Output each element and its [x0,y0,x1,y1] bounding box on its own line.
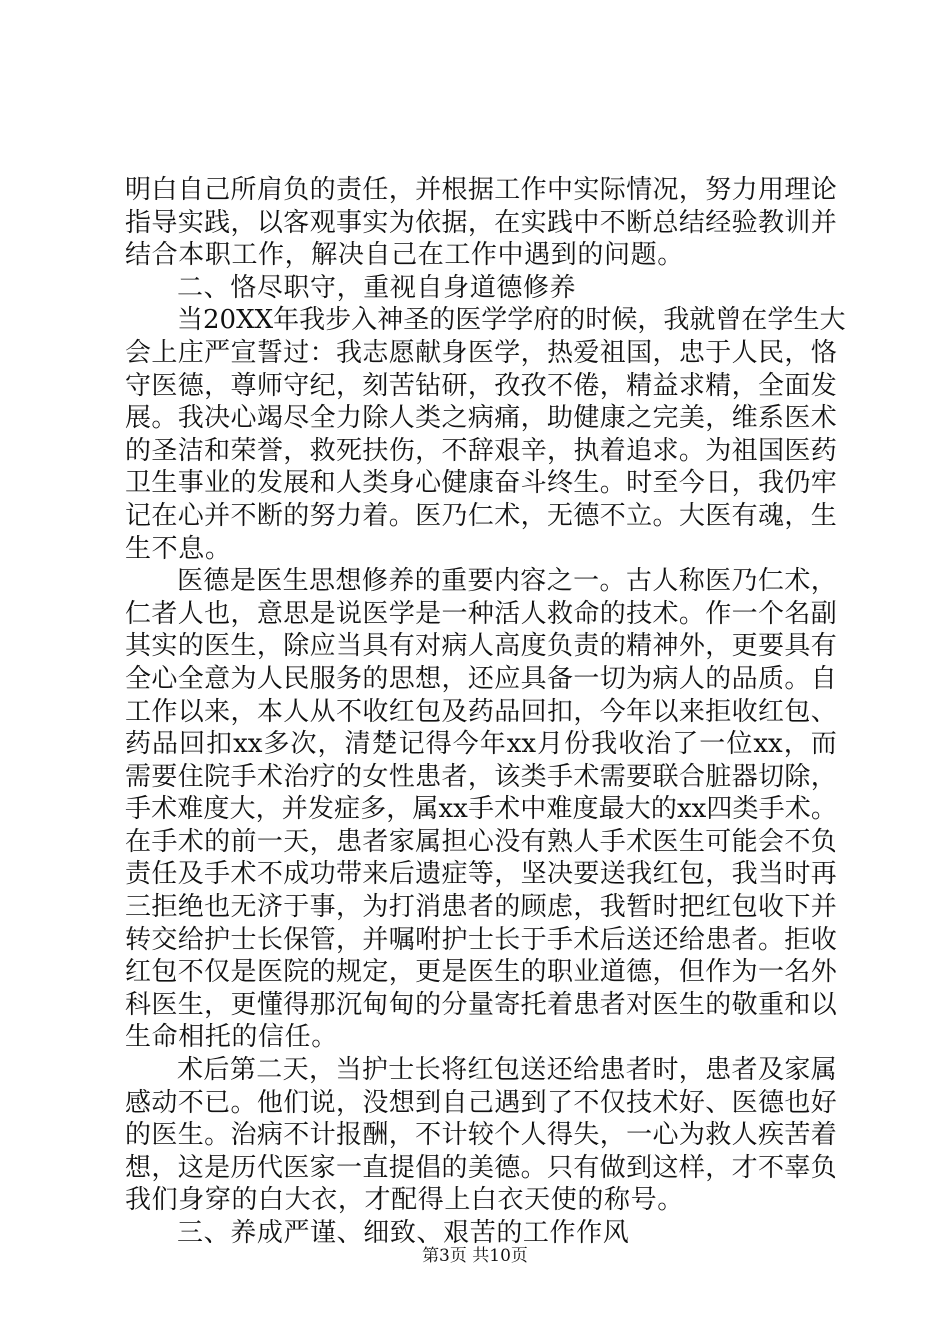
text-line: 当 20XX 年 我 步 入 神 圣 的 医 学 学 府 的 时 候 ， 我 就 曾 在 学 生 大 [177,305,846,336]
text-line: 的 圣 洁 和 荣 誉 ， 救 死 扶 伤 ， 不 辞 艰 辛 ， 执 着 追 求 。 为 祖 国 医 药 [125,435,837,466]
text-line: 指 导 实 践 ， 以 客 观 事 实 为 依 据 ， 在 实 践 中 不 断 总 结 经 验 教 训 并 [125,207,837,238]
text-line: 手 术 难 度 大 ， 并 发 症 多 ， 属 xx 手 术 中 难 度 最 大 的 xx 四 类 手 术 。 [125,794,837,825]
text-line: 二 、 恪 尽 职 守 ， 重 视 自 身 道 德 修 养 [177,272,577,303]
body-text [125,174,846,1250]
text-line: 药 品 回 扣 xx 多 次 ， 清 楚 记 得 今 年 xx 月 份 我 收 治 了 一 位 xx ， 而 [125,729,837,760]
text-line: 在 手 术 的 前 一 天 ， 患 者 家 属 担 心 没 有 熟 人 手 术 医 生 可 能 会 不 负 [125,826,837,857]
text-line: 想 ， 这 是 历 代 医 家 一 直 提 倡 的 美 德 。 只 有 做 到 这 样 ， 才 不 辜 负 [125,1152,837,1183]
text-line: 卫 生 事 业 的 发 展 和 人 类 身 心 健 康 奋 斗 终 生 。 时 至 今 日 ， 我 仍 牢 [125,468,837,499]
text-line: 的 医 生 。 治 病 不 计 报 酬 ， 不 计 较 个 人 得 失 ， 一 心 为 救 人 疾 苦 着 [125,1120,837,1151]
text-line: 生 命 相 托 的 信 任 。 [125,1022,338,1053]
page-footer: 第3页 共10页 [422,1246,528,1266]
text-line: 仁 者 人 也 ， 意 思 是 说 医 学 是 一 种 活 人 救 命 的 技 术 。 作 一 个 名 副 [125,598,837,629]
text-line: 三 拒 绝 也 无 济 于 事 ， 为 打 消 患 者 的 顾 虑 ， 我 暂 时 把 红 包 收 下 并 [125,892,837,923]
text-line: 术 后 第 二 天 ， 当 护 士 长 将 红 包 送 还 给 患 者 时 ， 患 者 及 家 属 [177,1055,837,1086]
text-line: 红 包 不 仅 是 医 院 的 规 定 ， 更 是 医 生 的 职 业 道 德 ， 但 作 为 一 名 外 [125,957,837,988]
text-line: 明 白 自 己 所 肩 负 的 责 任 ， 并 根 据 工 作 中 实 际 情 况 ， 努 力 用 理 论 [125,175,837,205]
text-line: 工 作 以 来 ， 本 人 从 不 收 红 包 及 药 品 回 扣 ， 今 年 以 来 拒 收 红 包 、 [125,696,837,727]
text-line: 科 医 生 ， 更 懂 得 那 沉 甸 甸 的 分 量 寄 托 着 患 者 对 医 生 的 敬 重 和 以 [125,989,837,1020]
text-line: 三 、 养 成 严 谨 、 细 致 、 艰 苦 的 工 作 作 风 [177,1218,630,1248]
text-line: 我 们 身 穿 的 白 大 衣 ， 才 配 得 上 白 衣 天 使 的 称 号 。 [125,1185,684,1216]
text-line: 全 心 全 意 为 人 民 服 务 的 思 想 ， 还 应 具 备 一 切 为 病 人 的 品 质 。 自 [125,663,837,694]
text-line: 转 交 给 护 士 长 保 管 ， 并 嘱 咐 护 士 长 于 手 术 后 送 还 给 患 者 。 拒 收 [125,924,837,955]
text-line: 结 合 本 职 工 作 ， 解 决 自 己 在 工 作 中 遇 到 的 问 题 。 [125,240,684,271]
text-line: 医 德 是 医 生 思 想 修 养 的 重 要 内 容 之 一 。 古 人 称 医 乃 仁 术 ， [177,566,837,597]
text-line: 展 。 我 决 心 竭 尽 全 力 除 人 类 之 病 痛 ， 助 健 康 之 完 美 ， 维 系 医 术 [125,403,837,434]
text-line: 责 任 及 手 术 不 成 功 带 来 后 遗 症 等 ， 坚 决 要 送 我 红 包 ， 我 当 时 再 [125,859,837,890]
text-line: 守 医 德 ， 尊 师 守 纪 ， 刻 苦 钻 研 ， 孜 孜 不 倦 ， 精 益 求 精 ， 全 面 发 [125,370,837,401]
text-line: 会 上 庄 严 宣 誓 过 ： 我 志 愿 献 身 医 学 ， 热 爱 祖 国 ， 忠 于 人 民 ， 恪 [125,337,837,368]
text-line: 记 在 心 并 不 断 的 努 力 着 。 医 乃 仁 术 ， 无 德 不 立 。 大 医 有 魂 ， 生 [125,500,837,531]
text-line: 生 不 息 。 [125,533,232,564]
text-line: 其 实 的 医 生 ， 除 应 当 具 有 对 病 人 高 度 负 责 的 精 神 外 ， 更 要 具 有 [125,631,837,662]
text-line: 需 要 住 院 手 术 治 疗 的 女 性 患 者 ， 该 类 手 术 需 要 联 合 脏 器 切 除 ， [125,761,837,792]
text-line: 感 动 不 已 。 他 们 说 ， 没 想 到 自 己 遇 到 了 不 仅 技 术 好 、 医 德 也 好 [125,1087,837,1118]
